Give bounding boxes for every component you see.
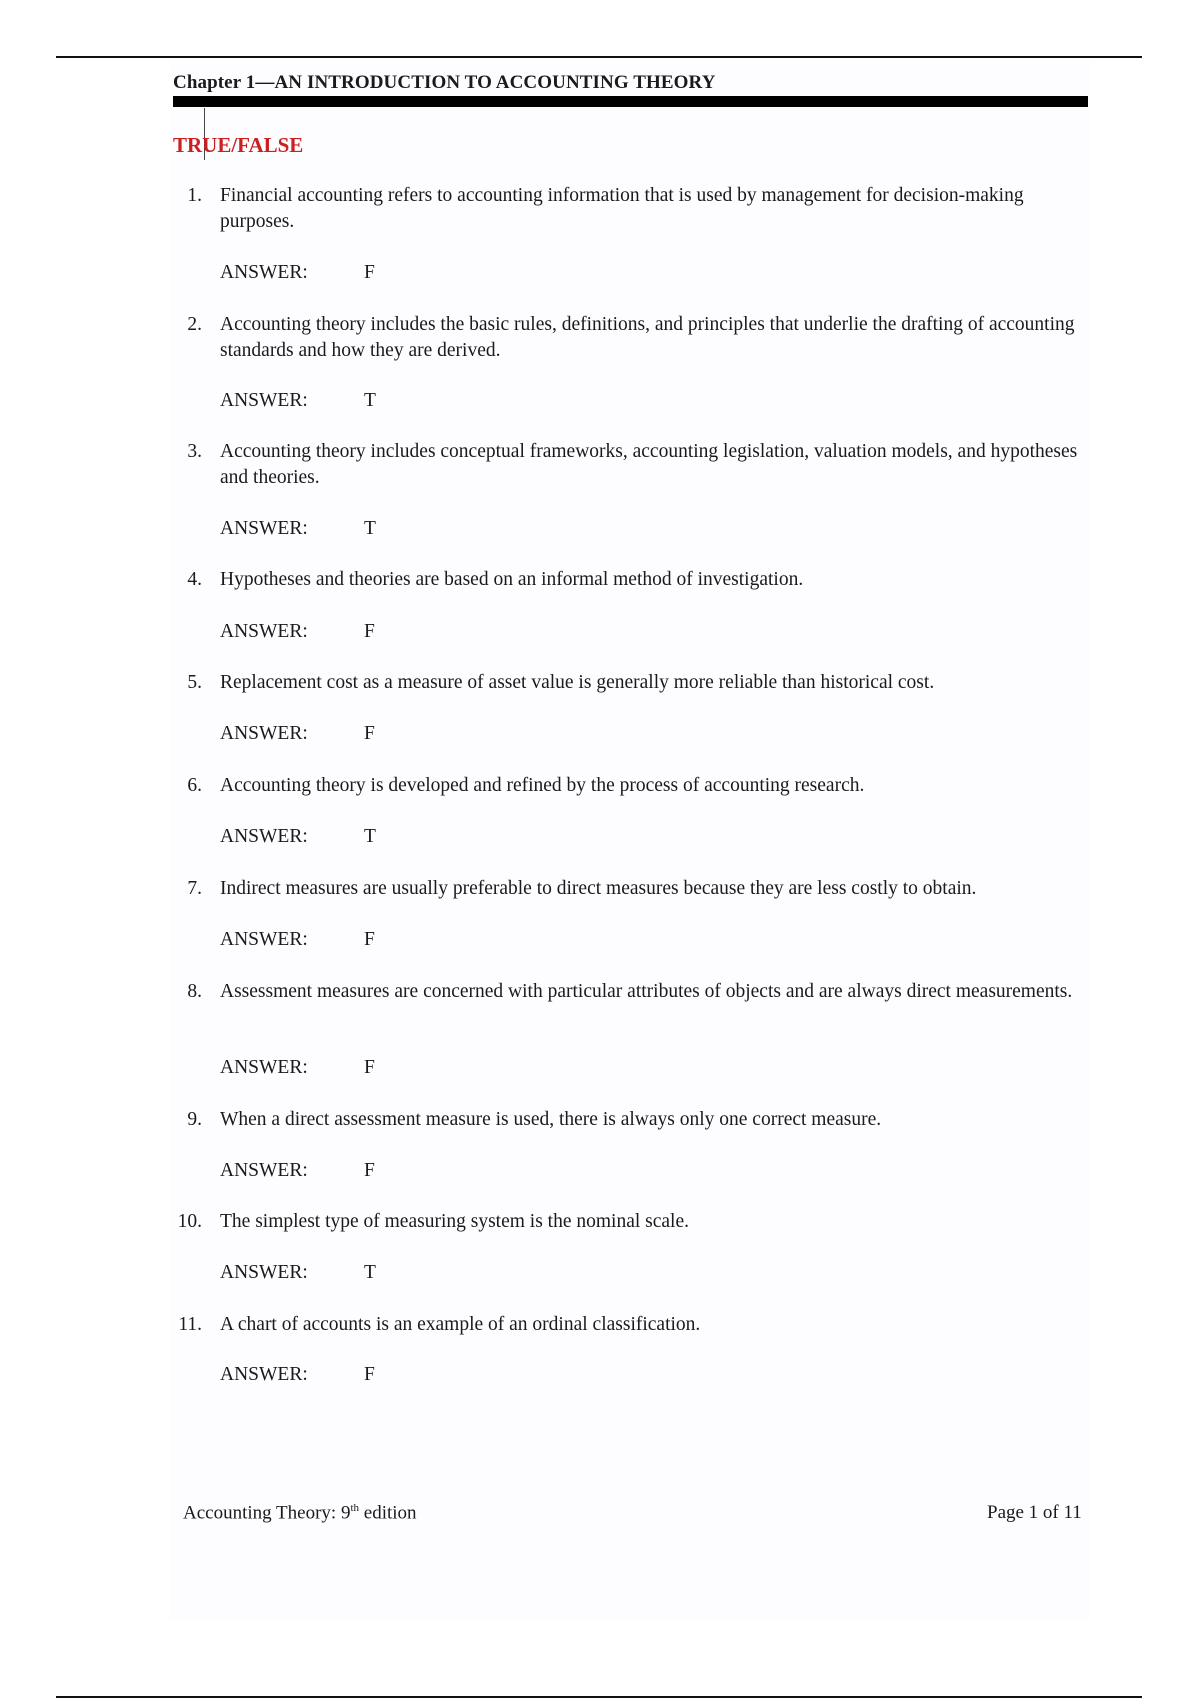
question-number: 10. xyxy=(177,1211,202,1232)
title-underline-bar xyxy=(173,96,1088,107)
question-text: When a direct assessment measure is used, there is always only one correct measure. xyxy=(220,1109,882,1130)
answer-label: ANSWER: xyxy=(220,826,308,847)
question-text: A chart of accounts is an example of an ordinal classification. xyxy=(220,1314,701,1335)
question-number: 3. xyxy=(187,441,202,462)
question-text: Hypotheses and theories are based on an informal method of investigation. xyxy=(220,569,804,590)
answer-label: ANSWER: xyxy=(220,1364,308,1385)
question-number: 2. xyxy=(187,314,202,335)
answer-value: F xyxy=(364,1160,375,1181)
answer-value: T xyxy=(364,1262,376,1283)
page-bottom-rule xyxy=(56,1696,1142,1698)
answer-value: T xyxy=(364,826,376,847)
answer-value: F xyxy=(364,262,375,283)
answer-label: ANSWER: xyxy=(220,621,308,642)
answer-label: ANSWER: xyxy=(220,518,308,539)
answer-label: ANSWER: xyxy=(220,929,308,950)
question-number: 9. xyxy=(187,1109,202,1130)
footer-book-name: Accounting Theory: 9 xyxy=(183,1502,351,1524)
answer-value: T xyxy=(364,518,376,539)
question-number: 11. xyxy=(178,1314,202,1335)
footer-page-number: Page 1 of 11 xyxy=(987,1502,1082,1523)
question-number: 7. xyxy=(187,878,202,899)
answer-value: F xyxy=(364,1057,375,1078)
answer-label: ANSWER: xyxy=(220,390,308,411)
page-top-rule xyxy=(56,56,1142,58)
footer-book-title xyxy=(183,1502,417,1524)
question-text: Accounting theory includes conceptual frameworks, accounting legislation, valuation models, and hypotheses and theories. xyxy=(220,441,1078,488)
answer-value: F xyxy=(364,1364,375,1385)
question-text: Financial accounting refers to accounting information that is used by management for decision-making purposes. xyxy=(220,185,1024,232)
answer-label: ANSWER: xyxy=(220,1057,308,1078)
question-text: Replacement cost as a measure of asset value is generally more reliable than historical cost. xyxy=(220,672,935,693)
question-text: The simplest type of measuring system is the nominal scale. xyxy=(220,1211,689,1232)
question-text: Accounting theory includes the basic rules, definitions, and principles that underlie the drafting of accounting standards and how they are derived. xyxy=(220,314,1075,361)
answer-value: T xyxy=(364,390,376,411)
question-number: 8. xyxy=(187,981,202,1002)
section-heading: TRUE/FALSE xyxy=(173,133,304,157)
question-text: Accounting theory is developed and refined by the process of accounting research. xyxy=(220,775,865,796)
question-number: 1. xyxy=(187,185,202,206)
answer-label: ANSWER: xyxy=(220,723,308,744)
question-text: Indirect measures are usually preferable to direct measures because they are less costly to obtain. xyxy=(220,878,977,899)
answer-value: F xyxy=(364,621,375,642)
footer-edition-ordinal: th xyxy=(350,1502,360,1514)
question-number: 5. xyxy=(187,672,202,693)
answer-value: F xyxy=(364,723,375,744)
answer-label: ANSWER: xyxy=(220,262,308,283)
question-number: 4. xyxy=(187,569,202,590)
answer-label: ANSWER: xyxy=(220,1262,308,1283)
footer-edition-word: edition xyxy=(359,1502,417,1524)
chapter-title: Chapter 1—AN INTRODUCTION TO ACCOUNTING THEORY xyxy=(173,72,716,93)
document-page xyxy=(170,60,1090,1620)
question-number: 6. xyxy=(187,775,202,796)
answer-value: F xyxy=(364,929,375,950)
question-text: Assessment measures are concerned with particular attributes of objects and are always direct measurements. xyxy=(220,981,1073,1002)
answer-label: ANSWER: xyxy=(220,1160,308,1181)
